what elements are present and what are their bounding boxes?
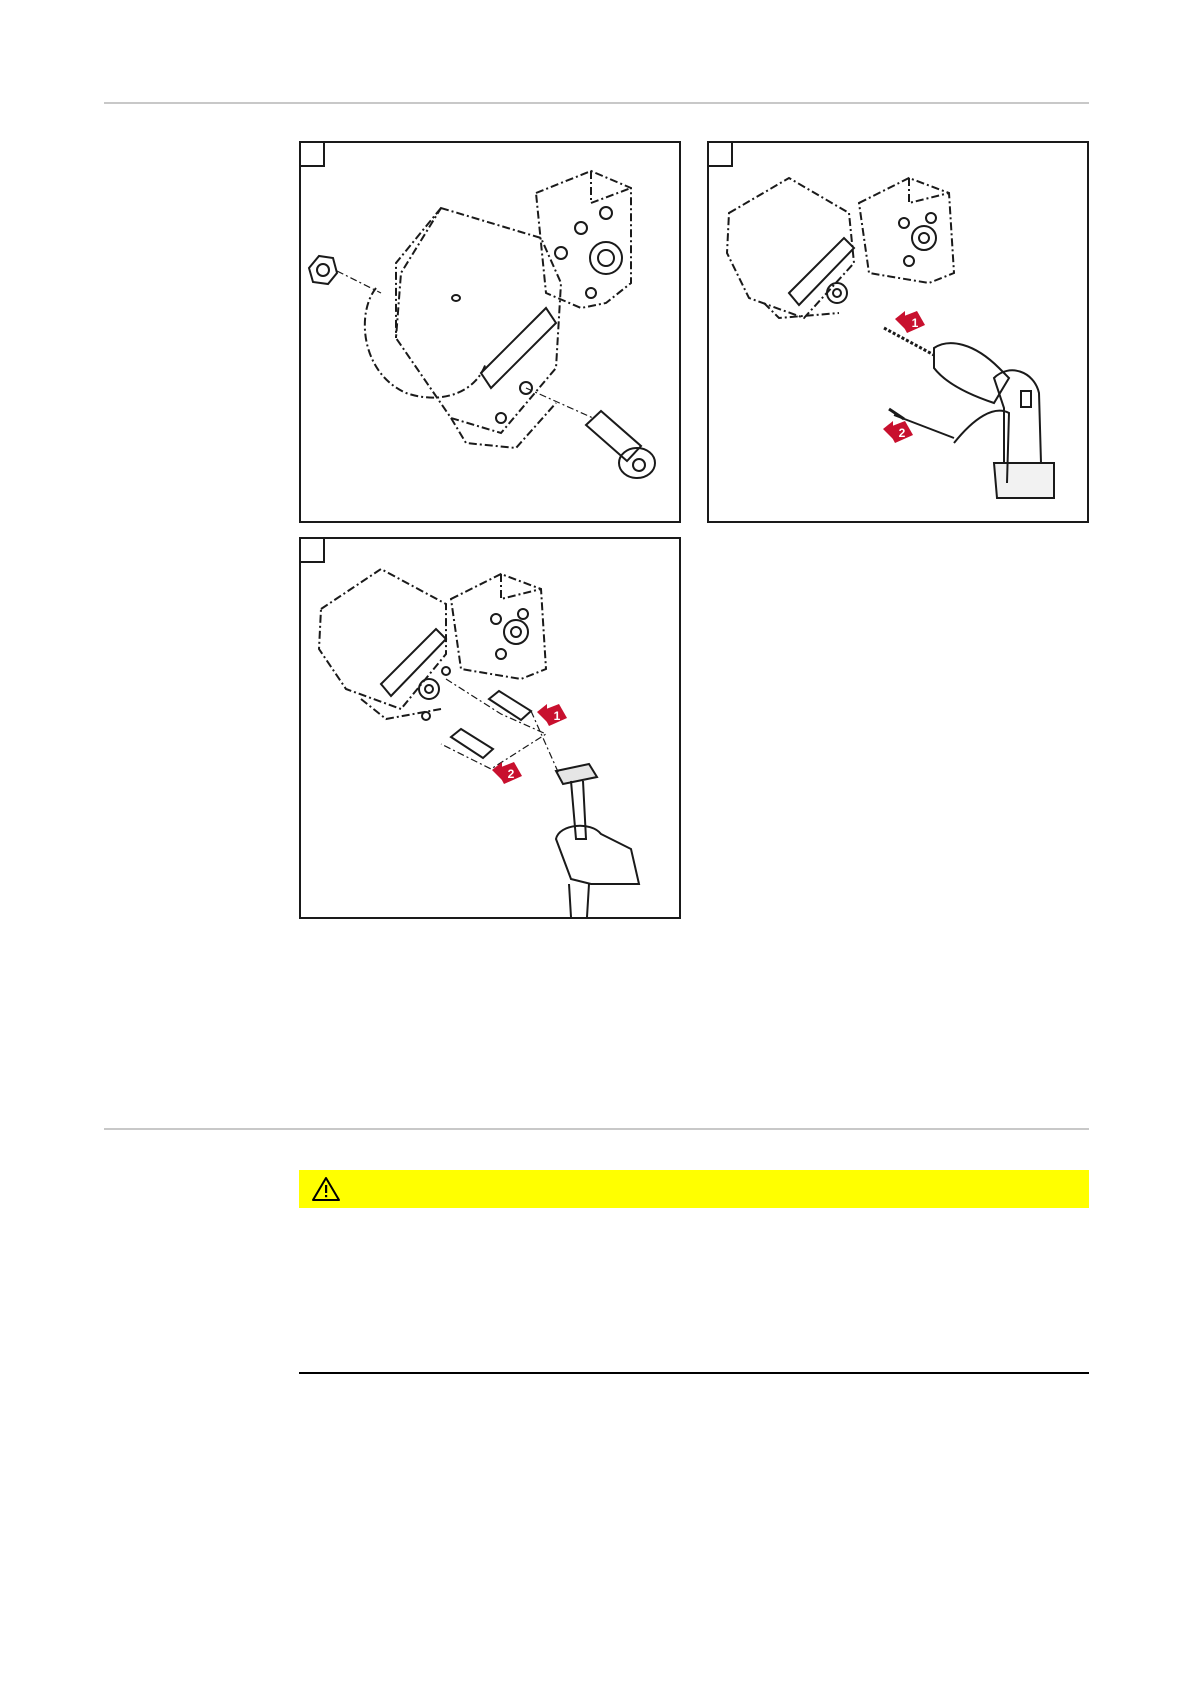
illustration-panel-2 [707, 141, 1089, 523]
red-arrow-1 [895, 311, 925, 333]
red-arrow-2 [492, 762, 522, 784]
drilling-illustration [709, 143, 1087, 521]
illustration-panel-3 [299, 537, 681, 919]
bracket-disassembly-illustration [301, 143, 679, 521]
svg-text:1: 1 [911, 316, 919, 330]
section-divider [104, 1128, 1089, 1130]
svg-text:1: 1 [553, 709, 561, 723]
caution-bar [299, 1170, 1089, 1208]
red-arrow-1 [537, 704, 567, 726]
caution-end-rule [299, 1372, 1089, 1374]
illustration-panel-1 [299, 141, 681, 523]
warning-triangle-icon [311, 1176, 341, 1202]
red-arrow-2 [883, 421, 913, 443]
pin-insertion-illustration [301, 539, 679, 917]
svg-text:2: 2 [898, 426, 906, 440]
svg-text:2: 2 [507, 767, 515, 781]
top-divider [104, 102, 1089, 104]
